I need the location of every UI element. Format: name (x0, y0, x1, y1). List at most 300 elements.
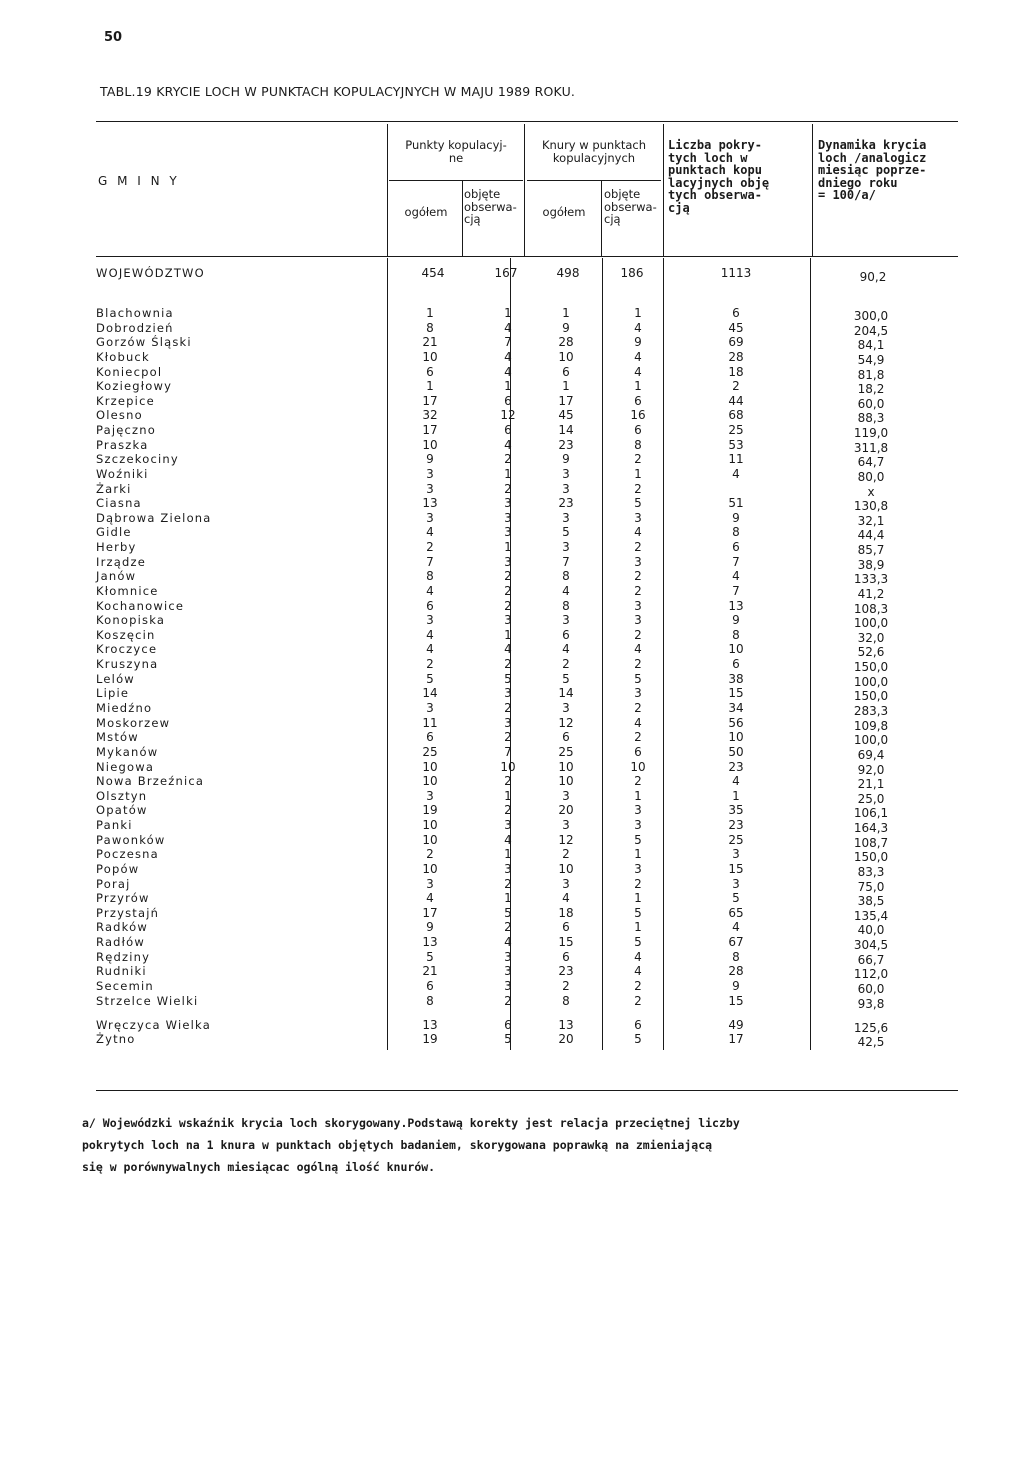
cell-dynamika: 69,4 (857, 748, 885, 762)
cell-liczba: 11 (728, 452, 744, 466)
cell-dynamika: 85,7 (857, 543, 885, 557)
table-row (0, 803, 1024, 818)
row-name: Olsztyn (96, 789, 148, 803)
cell-punkty-objete: 3 (504, 686, 512, 700)
cell-dynamika: 84,1 (857, 338, 885, 352)
cell-liczba: 6 (732, 657, 740, 671)
table-row (0, 686, 1024, 701)
table-row (0, 994, 1024, 1009)
cell-liczba: 4 (732, 569, 740, 583)
cell-knury-ogolem: 14 (558, 686, 574, 700)
row-name: Moskorzew (96, 716, 171, 730)
table-row (0, 1032, 1024, 1047)
cell-knury-ogolem: 8 (562, 599, 570, 613)
cell-knury-ogolem: 20 (558, 1032, 574, 1046)
row-name: Kochanowice (96, 599, 185, 613)
cell-liczba: 25 (728, 833, 744, 847)
row-name: Panki (96, 818, 133, 832)
cell-punkty-ogolem: 10 (422, 774, 438, 788)
cell-punkty-ogolem: 3 (426, 877, 434, 891)
table-row (0, 452, 1024, 467)
cell-liczba: 35 (728, 803, 744, 817)
cell-punkty-ogolem: 9 (426, 452, 434, 466)
cell-punkty-objete: 2 (504, 803, 512, 817)
cell-knury-objete: 5 (634, 672, 642, 686)
cell-dynamika: 100,0 (853, 675, 889, 689)
cell-punkty-ogolem: 19 (422, 803, 438, 817)
cell-punkty-objete: 6 (504, 394, 512, 408)
cell-dynamika: 60,0 (857, 982, 885, 996)
cell-knury-objete: 1 (634, 306, 642, 320)
cell-dynamika: 88,3 (857, 411, 885, 425)
cell-knury-objete: 5 (634, 1032, 642, 1046)
row-name: Strzelce Wielki (96, 994, 199, 1008)
cell-liczba: 53 (728, 438, 744, 452)
header-gminy: G M I N Y (98, 174, 180, 188)
row-name: Pajęczno (96, 423, 157, 437)
cell-dynamika: 38,5 (857, 894, 885, 908)
cell-dynamika: 109,8 (853, 719, 889, 733)
cell-punkty-ogolem: 10 (422, 862, 438, 876)
cell-liczba: 8 (732, 950, 740, 964)
cell-punkty-ogolem: 9 (426, 920, 434, 934)
table-row (0, 730, 1024, 745)
cell-knury-ogolem: 6 (562, 365, 570, 379)
cell-dynamika: 38,9 (857, 558, 885, 572)
cell-liczba: 69 (728, 335, 744, 349)
cell-punkty-ogolem: 1 (426, 306, 434, 320)
cell-liczba: 4 (732, 774, 740, 788)
rule-col-b (462, 180, 463, 256)
cell-knury-ogolem: 2 (562, 979, 570, 993)
cell-knury-ogolem: 498 (556, 266, 580, 280)
cell-liczba: 1 (732, 789, 740, 803)
cell-knury-ogolem: 10 (558, 862, 574, 876)
cell-liczba: 3 (732, 847, 740, 861)
cell-liczba: 65 (728, 906, 744, 920)
cell-knury-ogolem: 10 (558, 760, 574, 774)
cell-liczba: 18 (728, 365, 744, 379)
row-name: Janów (96, 569, 137, 583)
row-name: Dobrodzień (96, 321, 174, 335)
cell-liczba: 17 (728, 1032, 744, 1046)
row-name: Olesno (96, 408, 143, 422)
cell-knury-ogolem: 3 (562, 511, 570, 525)
cell-knury-objete: 2 (634, 774, 642, 788)
cell-punkty-objete: 10 (500, 760, 516, 774)
cell-punkty-ogolem: 25 (422, 745, 438, 759)
cell-punkty-ogolem: 4 (426, 891, 434, 905)
cell-dynamika: 44,4 (857, 528, 885, 542)
table-row (0, 833, 1024, 848)
row-name: Nowa Brzeźnica (96, 774, 205, 788)
cell-punkty-objete: 3 (504, 862, 512, 876)
rule-col-a (387, 124, 388, 256)
row-name: Secemin (96, 979, 154, 993)
cell-knury-ogolem: 17 (558, 394, 574, 408)
cell-knury-objete: 5 (634, 935, 642, 949)
cell-knury-objete: 10 (630, 760, 646, 774)
cell-dynamika: 108,7 (853, 836, 889, 850)
cell-knury-ogolem: 18 (558, 906, 574, 920)
row-name: Koniecpol (96, 365, 163, 379)
cell-knury-ogolem: 23 (558, 438, 574, 452)
cell-knury-ogolem: 13 (558, 1018, 574, 1032)
cell-punkty-objete: 5 (504, 906, 512, 920)
cell-dynamika: 42,5 (857, 1035, 885, 1049)
cell-punkty-objete: 5 (504, 672, 512, 686)
cell-knury-objete: 4 (634, 350, 642, 364)
table-row (0, 745, 1024, 760)
row-name: Opatów (96, 803, 148, 817)
row-name: Dąbrowa Zielona (96, 511, 212, 525)
cell-knury-ogolem: 10 (558, 774, 574, 788)
table-row (0, 408, 1024, 423)
cell-dynamika: 150,0 (853, 850, 889, 864)
cell-punkty-ogolem: 5 (426, 950, 434, 964)
header-dynamika: Dynamika krycia loch /analogicz miesiąc poprze- dniego roku = 100/a/ (818, 138, 927, 202)
cell-punkty-objete: 2 (504, 877, 512, 891)
rule-col-d (601, 180, 602, 256)
cell-liczba: 8 (732, 628, 740, 642)
cell-dynamika: 204,5 (853, 324, 889, 338)
cell-dynamika: 125,6 (853, 1021, 889, 1035)
cell-knury-objete: 3 (634, 555, 642, 569)
row-name: Żytno (96, 1032, 136, 1046)
cell-knury-ogolem: 4 (562, 891, 570, 905)
cell-knury-objete: 5 (634, 906, 642, 920)
row-name: Kroczyce (96, 642, 158, 656)
table-row (0, 847, 1024, 862)
rule-top (96, 121, 958, 122)
cell-dynamika: 283,3 (853, 704, 889, 718)
cell-punkty-ogolem: 4 (426, 642, 434, 656)
cell-dynamika: 52,6 (857, 645, 885, 659)
row-name: Ciasna (96, 496, 142, 510)
cell-liczba: 45 (728, 321, 744, 335)
cell-knury-ogolem: 5 (562, 525, 570, 539)
cell-dynamika: 304,5 (853, 938, 889, 952)
cell-punkty-objete: 3 (504, 555, 512, 569)
cell-punkty-ogolem: 7 (426, 555, 434, 569)
cell-knury-objete: 2 (634, 540, 642, 554)
cell-knury-objete: 4 (634, 964, 642, 978)
cell-punkty-ogolem: 13 (422, 496, 438, 510)
cell-knury-ogolem: 25 (558, 745, 574, 759)
cell-punkty-objete: 1 (504, 628, 512, 642)
cell-knury-ogolem: 4 (562, 584, 570, 598)
row-name: Radków (96, 920, 148, 934)
cell-punkty-ogolem: 10 (422, 833, 438, 847)
cell-punkty-objete: 4 (504, 321, 512, 335)
cell-dynamika: 90,2 (859, 270, 887, 284)
cell-punkty-ogolem: 1 (426, 379, 434, 393)
cell-dynamika: 300,0 (853, 309, 889, 323)
cell-knury-objete: 186 (620, 266, 644, 280)
row-name: Rudniki (96, 964, 147, 978)
row-name: Woźniki (96, 467, 149, 481)
cell-dynamika: 40,0 (857, 923, 885, 937)
table-row (0, 877, 1024, 892)
cell-knury-ogolem: 1 (562, 306, 570, 320)
cell-punkty-objete: 3 (504, 496, 512, 510)
cell-knury-ogolem: 9 (562, 452, 570, 466)
table-row (0, 496, 1024, 511)
cell-punkty-objete: 4 (504, 833, 512, 847)
table-row (0, 950, 1024, 965)
cell-knury-objete: 2 (634, 979, 642, 993)
cell-punkty-objete: 3 (504, 964, 512, 978)
row-name: Pawonków (96, 833, 166, 847)
cell-knury-objete: 9 (634, 335, 642, 349)
cell-knury-objete: 6 (634, 394, 642, 408)
cell-dynamika: 150,0 (853, 689, 889, 703)
cell-punkty-objete: 1 (504, 891, 512, 905)
cell-punkty-ogolem: 5 (426, 672, 434, 686)
cell-punkty-objete: 4 (504, 365, 512, 379)
cell-punkty-objete: 3 (504, 818, 512, 832)
cell-knury-ogolem: 12 (558, 833, 574, 847)
cell-punkty-objete: 6 (504, 423, 512, 437)
table-row (0, 394, 1024, 409)
cell-punkty-ogolem: 10 (422, 350, 438, 364)
cell-knury-objete: 3 (634, 613, 642, 627)
cell-knury-objete: 4 (634, 365, 642, 379)
cell-knury-objete: 8 (634, 438, 642, 452)
cell-punkty-objete: 2 (504, 657, 512, 671)
cell-dynamika: 108,3 (853, 602, 889, 616)
cell-punkty-ogolem: 6 (426, 730, 434, 744)
cell-knury-objete: 1 (634, 379, 642, 393)
cell-knury-objete: 2 (634, 701, 642, 715)
row-name: Herby (96, 540, 137, 554)
header-objete-1: objęte obserwa- cją (464, 187, 517, 226)
table-row (0, 716, 1024, 731)
cell-dynamika: 135,4 (853, 909, 889, 923)
table-row (0, 642, 1024, 657)
rule-col-f (812, 124, 813, 256)
table-row (0, 438, 1024, 453)
cell-liczba: 7 (732, 555, 740, 569)
cell-dynamika: 80,0 (857, 470, 885, 484)
cell-liczba: 23 (728, 818, 744, 832)
cell-punkty-objete: 1 (504, 540, 512, 554)
table-row (0, 935, 1024, 950)
table-row (0, 789, 1024, 804)
cell-punkty-ogolem: 3 (426, 701, 434, 715)
row-name: Kłobuck (96, 350, 150, 364)
cell-punkty-objete: 6 (504, 1018, 512, 1032)
row-name: Mykanów (96, 745, 159, 759)
cell-knury-objete: 3 (634, 803, 642, 817)
cell-punkty-ogolem: 10 (422, 818, 438, 832)
cell-punkty-ogolem: 14 (422, 686, 438, 700)
cell-punkty-ogolem: 13 (422, 1018, 438, 1032)
table-row (0, 306, 1024, 321)
cell-dynamika: 21,1 (857, 777, 885, 791)
cell-dynamika: 93,8 (857, 997, 885, 1011)
cell-punkty-objete: 3 (504, 525, 512, 539)
cell-dynamika: 18,2 (857, 382, 885, 396)
cell-punkty-objete: 5 (504, 1032, 512, 1046)
cell-liczba: 9 (732, 613, 740, 627)
row-name: Koziegłowy (96, 379, 173, 393)
cell-knury-ogolem: 23 (558, 496, 574, 510)
cell-punkty-ogolem: 13 (422, 935, 438, 949)
cell-punkty-ogolem: 6 (426, 365, 434, 379)
cell-liczba: 3 (732, 877, 740, 891)
cell-liczba: 9 (732, 511, 740, 525)
cell-liczba: 5 (732, 891, 740, 905)
rule-header-sub1 (389, 180, 523, 181)
cell-knury-ogolem: 7 (562, 555, 570, 569)
row-name: Rędziny (96, 950, 151, 964)
cell-knury-objete: 3 (634, 599, 642, 613)
table-row (0, 760, 1024, 775)
cell-liczba: 10 (728, 730, 744, 744)
table-row (0, 584, 1024, 599)
cell-liczba: 8 (732, 525, 740, 539)
cell-knury-objete: 6 (634, 745, 642, 759)
row-name: Irządze (96, 555, 147, 569)
cell-liczba: 51 (728, 496, 744, 510)
cell-dynamika: 32,1 (857, 514, 885, 528)
cell-knury-ogolem: 2 (562, 847, 570, 861)
cell-punkty-ogolem: 21 (422, 335, 438, 349)
cell-knury-ogolem: 9 (562, 321, 570, 335)
cell-liczba: 34 (728, 701, 744, 715)
cell-liczba: 56 (728, 716, 744, 730)
cell-knury-ogolem: 3 (562, 789, 570, 803)
row-name: Przystajń (96, 906, 160, 920)
cell-knury-objete: 1 (634, 789, 642, 803)
cell-knury-ogolem: 8 (562, 569, 570, 583)
cell-knury-ogolem: 8 (562, 994, 570, 1008)
cell-punkty-objete: 1 (504, 789, 512, 803)
table-title: TABL.19 KRYCIE LOCH W PUNKTACH KOPULACYJNYCH W MAJU 1989 ROKU. (100, 84, 576, 99)
cell-knury-objete: 2 (634, 584, 642, 598)
header-liczba: Liczba pokry- tych loch w punktach kopu lacyjnych obję tych obserwa- cją (668, 138, 770, 215)
row-name: Koszęcin (96, 628, 156, 642)
cell-knury-ogolem: 4 (562, 642, 570, 656)
table-row (0, 657, 1024, 672)
cell-liczba: 9 (732, 979, 740, 993)
cell-dynamika: 66,7 (857, 953, 885, 967)
header-ogolem-2: ogółem (542, 205, 586, 219)
table-row (0, 818, 1024, 833)
cell-punkty-objete: 3 (504, 950, 512, 964)
table-row (0, 569, 1024, 584)
row-name: Lelów (96, 672, 135, 686)
table-row (0, 862, 1024, 877)
table-row (0, 613, 1024, 628)
cell-knury-objete: 2 (634, 482, 642, 496)
cell-liczba: 1113 (720, 266, 752, 280)
cell-knury-ogolem: 12 (558, 716, 574, 730)
cell-punkty-objete: 3 (504, 979, 512, 993)
cell-knury-objete: 1 (634, 847, 642, 861)
cell-knury-ogolem: 45 (558, 408, 574, 422)
row-name: Kłomnice (96, 584, 159, 598)
row-name: Radłów (96, 935, 145, 949)
cell-punkty-objete: 4 (504, 935, 512, 949)
cell-knury-objete: 5 (634, 833, 642, 847)
cell-punkty-ogolem: 4 (426, 628, 434, 642)
row-name: Szczekociny (96, 452, 179, 466)
cell-knury-ogolem: 3 (562, 818, 570, 832)
cell-punkty-ogolem: 32 (422, 408, 438, 422)
table-row (0, 701, 1024, 716)
cell-liczba: 38 (728, 672, 744, 686)
header-ogolem-1: ogółem (404, 205, 448, 219)
cell-knury-objete: 2 (634, 730, 642, 744)
row-name: Praszka (96, 438, 149, 452)
cell-knury-objete: 6 (634, 423, 642, 437)
cell-dynamika: 32,0 (857, 631, 885, 645)
page-number: 50 (104, 30, 123, 45)
footnote-line-3: się w porównywalnych miesiącac ogólną ilość knurów. (82, 1160, 436, 1174)
row-name: Wręczyca Wielka (96, 1018, 211, 1032)
rule-bottom (96, 1090, 958, 1091)
cell-punkty-objete: 2 (504, 482, 512, 496)
cell-knury-objete: 2 (634, 994, 642, 1008)
table-row (0, 906, 1024, 921)
footnote-line-2: pokrytych loch na 1 knura w punktach objętych badaniem, skorygowana poprawką na zmieniającą (82, 1138, 713, 1152)
cell-knury-ogolem: 3 (562, 613, 570, 627)
cell-knury-objete: 2 (634, 628, 642, 642)
cell-liczba: 23 (728, 760, 744, 774)
cell-punkty-ogolem: 6 (426, 979, 434, 993)
cell-knury-ogolem: 23 (558, 964, 574, 978)
cell-punkty-objete: 4 (504, 642, 512, 656)
cell-dynamika: 60,0 (857, 397, 885, 411)
cell-dynamika: x (867, 485, 875, 499)
table-row (0, 540, 1024, 555)
cell-knury-objete: 3 (634, 818, 642, 832)
cell-knury-objete: 1 (634, 891, 642, 905)
row-name: Popów (96, 862, 140, 876)
row-name: Niegowa (96, 760, 155, 774)
cell-knury-objete: 2 (634, 452, 642, 466)
cell-liczba: 4 (732, 467, 740, 481)
cell-knury-ogolem: 2 (562, 657, 570, 671)
cell-knury-objete: 4 (634, 716, 642, 730)
cell-punkty-ogolem: 3 (426, 789, 434, 803)
cell-punkty-objete: 3 (504, 613, 512, 627)
cell-punkty-ogolem: 2 (426, 540, 434, 554)
row-name: Miedźno (96, 701, 153, 715)
cell-punkty-ogolem: 17 (422, 906, 438, 920)
cell-punkty-objete: 2 (504, 599, 512, 613)
cell-knury-ogolem: 6 (562, 730, 570, 744)
cell-knury-ogolem: 6 (562, 628, 570, 642)
cell-dynamika: 41,2 (857, 587, 885, 601)
cell-liczba: 15 (728, 862, 744, 876)
cell-knury-objete: 2 (634, 877, 642, 891)
cell-punkty-ogolem: 8 (426, 994, 434, 1008)
cell-punkty-objete: 1 (504, 379, 512, 393)
cell-dynamika: 81,8 (857, 368, 885, 382)
cell-dynamika: 112,0 (853, 967, 889, 981)
cell-knury-ogolem: 6 (562, 920, 570, 934)
cell-knury-objete: 4 (634, 642, 642, 656)
cell-knury-ogolem: 6 (562, 950, 570, 964)
table-row (0, 423, 1024, 438)
cell-punkty-ogolem: 3 (426, 511, 434, 525)
cell-punkty-objete: 3 (504, 511, 512, 525)
cell-punkty-ogolem: 4 (426, 525, 434, 539)
cell-punkty-objete: 4 (504, 438, 512, 452)
